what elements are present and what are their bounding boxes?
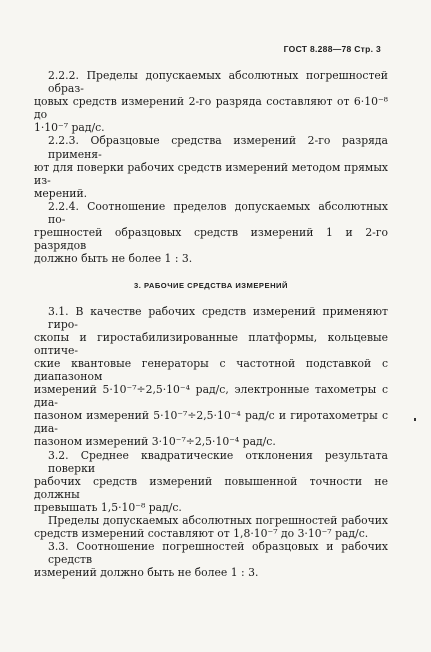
paragraph-2-2-2 [34, 69, 388, 134]
text-line: 3.1. В качестве рабочих средств измерений применяют гиро- [48, 304, 388, 331]
text-line: ют для поверки рабочих средств измерений методом прямых из- [34, 160, 388, 187]
text-line: рабочих средств измерений повышенной точности не должны [34, 474, 388, 501]
text-line: пазоном измерений 3·10⁻⁷÷2,5·10⁻⁴ рад/с. [34, 435, 276, 449]
text-line: грешностей образцовых средств измерений 1 и 2-го разрядов [34, 226, 388, 253]
text-line: пазоном измерений 5·10⁻⁷÷2,5·10⁻⁴ рад/с и гиротахометры с диа- [34, 409, 388, 436]
scan-speck [414, 418, 416, 421]
paragraph-3-2 [34, 449, 388, 514]
paragraph-3-3 [34, 540, 388, 579]
paragraph-3-2-limits [34, 514, 388, 540]
text-line: средств измерений составляют от 1,8·10⁻⁷ до 3·10⁻⁷ рад/с. [34, 527, 369, 541]
text-line: 2.2.3. Образцовые средства измерений 2-го разряда применя- [48, 134, 388, 161]
text-line: 3.3. Соотношение погрешностей образцовых и рабочих средств [48, 540, 388, 567]
paragraph-3-1 [34, 305, 388, 449]
text-line: измерений должно быть не более 1 : 3. [34, 566, 259, 580]
text-line: Пределы допускаемых абсолютных погрешностей рабочих [48, 514, 388, 527]
text-line: измерений 5·10⁻⁷÷2,5·10⁻⁴ рад/с, электронные тахометры с диа- [34, 383, 388, 410]
paragraph-2-2-3 [34, 134, 388, 199]
text-line: цовых средств измерений 2-го разряда составляют от 6·10⁻⁸ до [34, 95, 388, 122]
text-line: скопы и гиростабилизированные платформы, кольцевые оптиче- [34, 330, 388, 357]
text-line: 3.2. Среднее квадратические отклонения результата поверки [48, 448, 388, 475]
text-line: должно быть не более 1 : 3. [34, 252, 193, 266]
page-header: ГОСТ 8.288—78 Стр. 3 [283, 44, 381, 54]
paragraph-2-2-4 [34, 200, 388, 265]
document-body [34, 69, 388, 579]
text-line: превышать 1,5·10⁻⁸ рад/с. [34, 500, 182, 514]
text-line: 2.2.4. Соотношение пределов допускаемых абсолютных по- [48, 199, 388, 227]
section-heading: 3. РАБОЧИЕ СРЕДСТВА ИЗМЕРЕНИЙ [134, 281, 288, 291]
text-line: 1·10⁻⁷ рад/с. [34, 121, 105, 135]
text-line: 2.2.2. Пределы допускаемых абсолютных погрешностей образ- [48, 69, 388, 96]
text-line: мерений. [34, 186, 88, 200]
text-line: ские квантовые генераторы с частотной подставкой с диапазоном [34, 356, 388, 383]
